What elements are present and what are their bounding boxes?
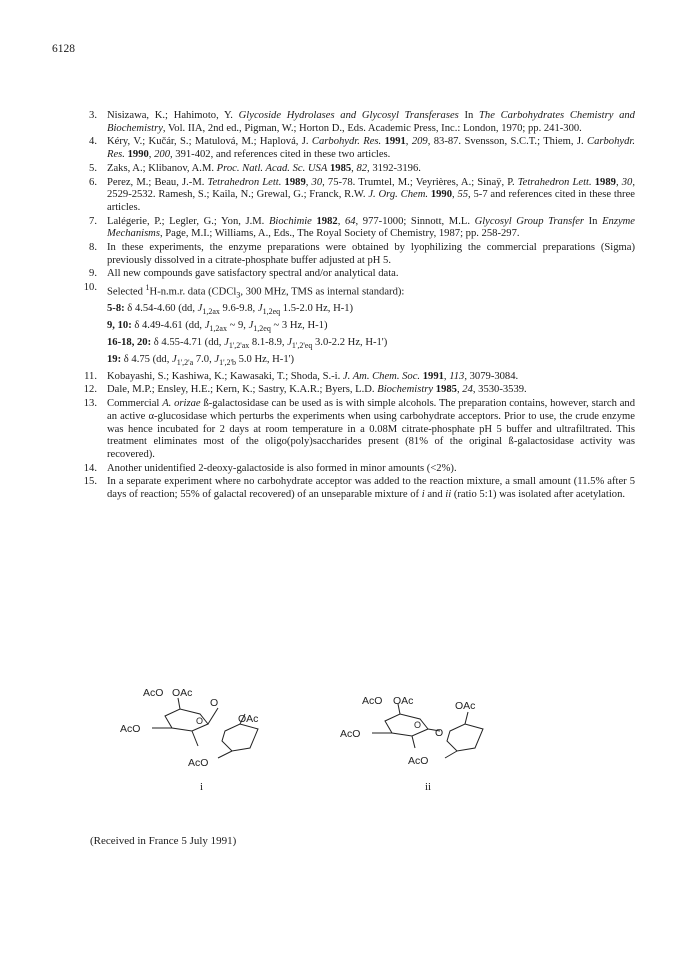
- struct-i-text-3: O: [210, 697, 219, 709]
- reference-item: [75, 384, 635, 397]
- reference-number: 15.: [83, 476, 97, 488]
- nmr-line: 16-18, 20: δ 4.55-4.71 (dd, $J_{1',2'ax}$ 8.1-8.9, $J_{1',2'eq}$ 3.0-2.2 Hz, H-1'): [107, 337, 388, 351]
- reference-number: 6.: [89, 176, 97, 188]
- reference-text: Nisizawa, K.; Hahimoto, Y. Glycoside Hydrolases and Glycosyl Transferases In The Carbohydrates Chemistry and Biochemistry, Vol. IIA, 2nd ed., Pigman, W.; Horton D., Eds. Academic Press, Inc.: London, 1970; pp. 241-300.: [107, 110, 635, 134]
- reference-item: [75, 282, 635, 302]
- reference-number: 3.: [89, 110, 97, 121]
- reference-item: [75, 177, 635, 215]
- struct-i-text-1: AcO: [143, 687, 164, 699]
- struct-ii-text-5: AcO: [340, 728, 361, 740]
- struct-ii-text-2: OAc: [393, 695, 414, 707]
- reference-text: Lalégerie, P.; Legler, G.; Yon, J.M. Biochimie 1982, 64, 977-1000; Sinnott, M.L. Glycosyl Group Transfer In Enzyme Mechanisms, Page, M.I.; Williams, A., Eds., The Royal Society of Chemistry, 1987; pp. 258-297.: [107, 215, 636, 240]
- reference-item: [75, 163, 635, 176]
- reference-item: [75, 476, 635, 501]
- struct-ii-text-6: O: [414, 720, 422, 730]
- reference-item: [75, 371, 635, 384]
- struct-i-text-6: OAc: [238, 713, 259, 725]
- nmr-line: 19: δ 4.75 (dd, $J_{1',2'a}$ 7.0, $J_{1',2'b}$ 5.0 Hz, H-1'): [107, 353, 295, 368]
- reference-item: [75, 216, 635, 241]
- reference-text: Kéry, V.; Kučár, S.; Matulová, M.; Haplová, J. Carbohydr. Res. 1991, 209, 83-87. Svensson, S.C.T.; Thiem, J. Carbohydr. Res. 1990, 200, 391-402, and references cited in these two articles.: [107, 136, 635, 161]
- nmr-data-block: [75, 303, 635, 369]
- reference-item: [75, 463, 635, 476]
- struct-i-text-5: O: [196, 716, 204, 726]
- reference-number: 5.: [89, 162, 97, 174]
- references-part-2: [75, 371, 635, 502]
- reference-number: 14.: [83, 462, 97, 474]
- reference-text: Zaks, A.; Klibanov, A.M. Proc. Natl. Acad. Sc. USA 1985, 82, 3192-3196.: [107, 162, 421, 174]
- reference-text: All new compounds gave satisfactory spectral and/or analytical data.: [107, 268, 399, 280]
- reference-text: In a separate experiment where no carbohydrate acceptor was added to the reaction mixture, a small amount (11.5% after 5 days of reaction; 55% of galactal recovered) of an unseparable mixture of i and ii (ratio 5:1) was isolated after acetylation.: [107, 476, 635, 501]
- struct-i-text-4: AcO: [120, 723, 141, 735]
- struct-ii-text-4: O: [435, 727, 444, 739]
- reference-number: 10.: [83, 282, 97, 294]
- struct-ii-text-3: OAc: [455, 700, 476, 712]
- reference-number: 12.: [83, 384, 97, 396]
- struct-i-text-7: AcO: [188, 757, 209, 769]
- reference-item: [75, 110, 635, 135]
- reference-number: 7.: [89, 215, 97, 227]
- nmr-line: 9, 10: δ 4.49-4.61 (dd, $J_{1,2ax}$ ~ 9, $J_{1,2eq}$ ~ 3 Hz, H-1): [107, 320, 328, 334]
- reference-text: Kobayashi, S.; Kashiwa, K.; Kawasaki, T.; Shoda, S.-i. J. Am. Chem. Soc. 1991, 113, 3079-3084.: [107, 370, 519, 382]
- struct-ii-text-1: AcO: [362, 695, 383, 707]
- reference-text: Selected $^1$H-n.m.r. data (CDCl$_3$, 300 MHz, TMS as internal standard):: [107, 283, 405, 300]
- struct-ii-text-7: AcO: [408, 755, 429, 767]
- reference-text: Dale, M.P.; Ensley, H.E.; Kern, K.; Sastry, K.A.R.; Byers, L.D. Biochemistry 1985, 24, 3530-3539.: [107, 384, 527, 396]
- reference-number: 13.: [83, 398, 97, 410]
- reference-text: Commercial A. orizae ß-galactosidase can be used as is with simple alcohols. The preparation contains, however, starch and an active α-glucosidase which perturbs the experiments when using carbohydrate acceptors. Prior to use, the crude enzyme was hence incubated for 2 days at room temperature in a 0.08M citrate-phosphate pH 5 buffer and ultrafiltrated. This treatment eliminates most of the oligo(poly)saccharides present (81% of the original ß-galactosidase activity was recovered).: [107, 398, 635, 460]
- page-number: 6128: [52, 43, 75, 55]
- reference-number: 4.: [89, 136, 97, 148]
- reference-item: [75, 268, 635, 281]
- reference-text: Another unidentified 2-deoxy-galactoside is also formed in minor amounts (<2%).: [107, 462, 457, 474]
- struct-i-text-2: OAc: [172, 687, 193, 699]
- reference-item: [75, 398, 635, 462]
- reference-text: In these experiments, the enzyme preparations were obtained by lyophilizing the commercial preparations (Sigma) previously dissolved in a citrate-phosphate buffer adjusted at pH 5.: [107, 242, 635, 266]
- nmr-line: 5-8: δ 4.54-4.60 (dd, $J_{1,2ax}$ 9.6-9.8, $J_{1,2eq}$ 1.5-2.0 Hz, H-1): [107, 303, 354, 317]
- references-list: [75, 110, 635, 503]
- reference-item: [75, 136, 635, 161]
- references-part-1: [75, 110, 635, 302]
- structure-label-i: i: [200, 781, 204, 793]
- reference-number: 11.: [84, 370, 97, 382]
- chemical-structures: [100, 676, 600, 806]
- reference-item: [75, 242, 635, 267]
- reference-number: 9.: [89, 268, 97, 280]
- structure-label-ii: ii: [425, 781, 432, 793]
- received-date: (Received in France 5 July 1991): [90, 835, 237, 847]
- reference-number: 8.: [89, 242, 97, 254]
- reference-text: Perez, M.; Beau, J.-M. Tetrahedron Lett. 1989, 30, 75-78. Trumtel, M.; Veyrières, A.; Sinaÿ, P. Tetrahedron Lett. 1989, 30, 2529-2532. Ramesh, S.; Kaila, N.; Grewal, G.; Franck, R.W. J. Org. Chem. 1990, 55, 5-7 and references cited in these three articles.: [107, 176, 635, 213]
